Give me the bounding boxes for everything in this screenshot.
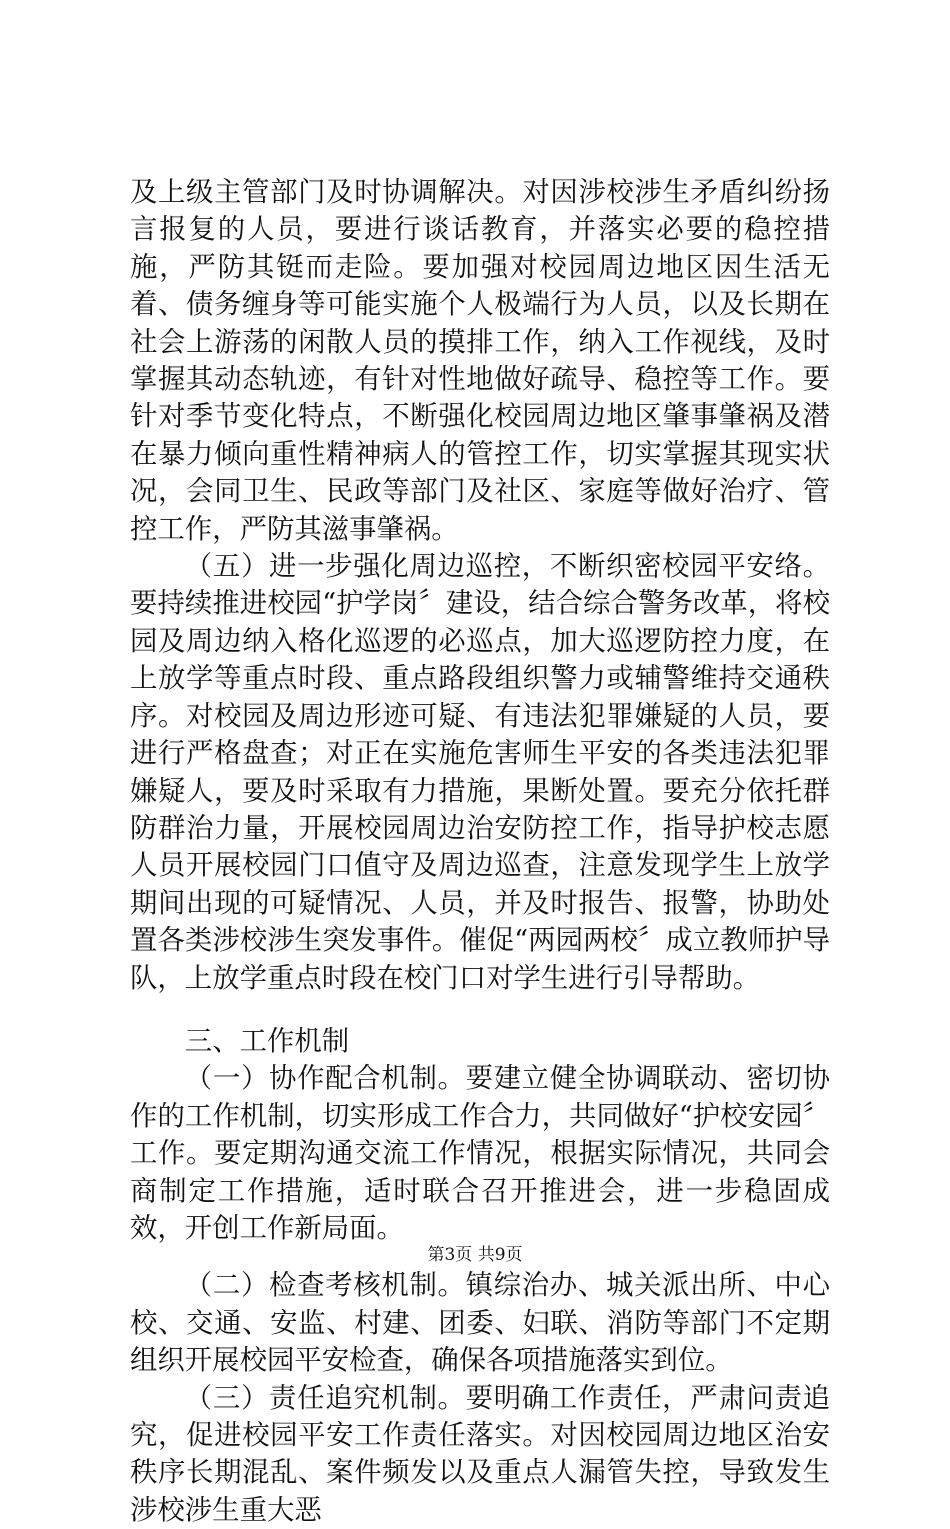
paragraph-section-five: （五）进一步强化周边巡控，不断织密校园平安络。要持续推进校园“护学岗〞建设，结合综合警务改革，将校园及周边纳入格化巡逻的必巡点，加大巡逻防控力度，在上放学等重点时段、重点路段组织警力或辅警维持交通秩序。对校园及周边形迹可疑、有违法犯罪嫌疑的人员，要进行严格盘查；对正在实施危害师生平安的各类违法犯罪嫌疑人，要及时采取有力措施，果断处置。要充分依托群防群治力量，开展校园周边治安防控工作，指导护校志愿人员开展校园门口值守及周边巡查，注意发现学生上放学期间出现的可疑情况、人员，并及时报告、报警，协助处置各类涉校涉生突发事件。催促“两园两校〞成立教师护导队，上放学重点时段在校门口对学生进行引导帮助。	[130, 551, 830, 994]
section-heading-work-mechanism: 三、工作机制	[184, 1025, 350, 1057]
page-footer: 第3页 共9页	[427, 1245, 523, 1265]
paragraph-continuation: 及上级主管部门及时协调解决。对因涉校涉生矛盾纠纷扬言报复的人员，要进行谈话教育，并落实必要的稳控措施，严防其铤而走险。要加强对校园周边地区因生活无着、债务缠身等可能实施个人极端行为人员，以及长期在社会上游荡的闲散人员的摸排工作，纳入工作视线，及时掌握其动态轨迹，有针对性地做好疏导、稳控等工作。要针对季节变化特点，不断强化校园周边地区肇事肇祸及潜在暴力倾向重性精神病人的管控工作，切实掌握其现实状况，会同卫生、民政等部门及社区、家庭等做好治疗、管控工作，严防其滋事肇祸。	[130, 177, 830, 545]
paragraph-mechanism-two: （二）检查考核机制。镇综治办、城关派出所、中心校、交通、安监、村建、团委、妇联、消防等部门不定期组织开展校园平安检查，确保各项措施落实到位。	[130, 1270, 830, 1377]
paragraph-mechanism-one: （一）协作配合机制。要建立健全协调联动、密切协作的工作机制，切实形成工作合力，共同做好“护校安园〞工作。要定期沟通交流工作情况，根据实际情况，共同会商制定工作措施，适时联合召开推进会，进一步稳固成效，开创工作新局面。	[130, 1063, 830, 1244]
document-body	[130, 174, 830, 1529]
paragraph-mechanism-three: （三）责任追究机制。要明确工作责任，严肃问责追究，促进校园平安工作责任落实。对因校园周边地区治安秩序长期混乱、案件频发以及重点人漏管失控，导致发生涉校涉生重大恶	[130, 1382, 830, 1526]
